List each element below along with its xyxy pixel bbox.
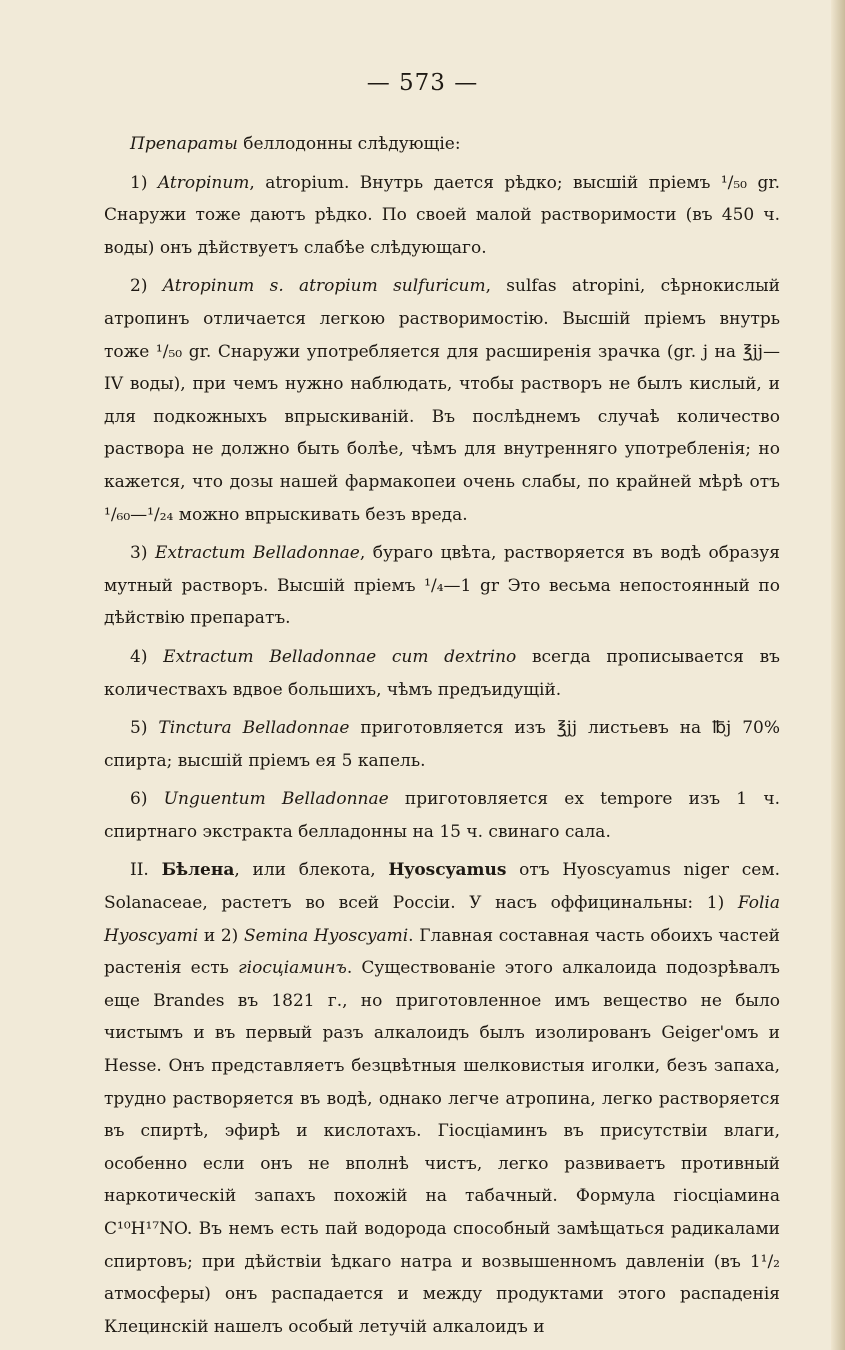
item-name: Extractum Belladonnae <box>154 543 360 564</box>
item-text: приготовляется изъ ℥jj листьевъ на ℔j 70% спирта; высшій пріемъ ея 5 капель. <box>104 718 781 771</box>
section-number: II. <box>130 860 162 881</box>
item-number: 3) <box>130 543 155 564</box>
item-4 <box>104 641 780 706</box>
hyoscyamine-term: гіосціаминъ <box>238 958 347 979</box>
item-name: Extractum Belladonnae cum dextrino <box>163 646 517 667</box>
section-title: Бѣлена <box>161 860 235 881</box>
page-body <box>104 128 780 1349</box>
item-text: , бураго цвѣта, растворяется въ водѣ образуя мутный растворъ. Высшій пріемъ ¹/₄—1 gr Это весьма непостоянный по дѣйствію препаратъ. <box>104 543 780 629</box>
intro-lead: Препараты <box>130 134 238 154</box>
folia-name: Folia Hyoscyami <box>104 893 780 946</box>
item-5 <box>104 712 780 777</box>
section-text: отъ Hyoscyamus niger сем. Solanaceae, растетъ во всей Россіи. У насъ оффицинальны: 1) <box>104 860 780 914</box>
item-2 <box>104 270 780 531</box>
page-number: — 573 — <box>366 70 479 96</box>
latin-name: Hyoscyamus <box>388 860 507 881</box>
item-name: Atropinum s. atropium sulfuricum <box>162 276 486 297</box>
section-text: . Главная составная часть обоихъ частей растенія есть <box>104 925 780 979</box>
item-name: Unguentum Belladonnae <box>163 789 389 810</box>
item-number: 5) <box>130 718 159 739</box>
item-3 <box>104 537 780 635</box>
section-text: и 2) <box>198 925 244 946</box>
item-text: , sulfas atropini, сѣрнокислый атропинъ отличается легкою растворимостію. Высшій пріемъ внутрь тоже ¹/₅₀ gr. Снаружи употребляется для расширенія зрачка (gr. j на ℥jj—IV воды), при чемъ нужно наблюдать, чтобы растворъ не былъ кислый, и для подкожныхъ впрыскиваній. Въ послѣднемъ случаѣ количество раствора не должно быть болѣе, чѣмъ для внутренняго употребленія; но кажется, что дозы нашей фармакопеи очень слабы, по крайней мѣрѣ отъ ¹/₆₀—¹/₂₄ можно впрыскивать безъ вреда. <box>104 276 780 525</box>
item-number: 6) <box>130 789 164 810</box>
page-spine-edge <box>831 0 845 1350</box>
item-text: , atropium. Внутрь дается рѣдко; высшій пріемъ ¹/₅₀ gr. Снаружи тоже даютъ рѣдко. По своей малой растворимости (въ 450 ч. воды) онъ дѣйствуетъ слабѣе слѣдующаго. <box>104 172 780 258</box>
item-name: Atropinum <box>157 172 250 193</box>
intro-paragraph <box>104 128 780 161</box>
section-text: , или блекота, <box>234 860 389 881</box>
item-number: 1) <box>130 172 158 193</box>
semina-name: Semina Hyoscyami <box>243 925 409 946</box>
item-number: 2) <box>130 276 163 297</box>
section-2-paragraph <box>104 854 780 1343</box>
item-name: Tinctura Belladonnae <box>158 718 350 739</box>
item-text: всегда прописывается въ количествахъ вдвое большихъ, чѣмъ предъидущій. <box>104 646 780 700</box>
item-number: 4) <box>130 646 164 667</box>
item-1 <box>104 167 780 265</box>
intro-rest: беллодонны слѣдующіе: <box>237 134 461 154</box>
section-text: . Существованіе этого алкалоида подозрѣвалъ еще Brandes въ 1821 г., но приготовленное имъ вещество не было чистымъ и въ первый разъ алкалоидъ былъ изолированъ Geiger'омъ и Hesse. Онъ представляетъ безцвѣтныя шелковистыя иголки, безъ запаха, трудно растворяется въ водѣ, однако легче атропина, легко растворяется въ спиртѣ, эфирѣ и кислотахъ. Гіосціаминъ въ присутствіи влаги, особенно если онъ не вполнѣ чистъ, легко развиваетъ противный наркотическій запахъ похожій на табачный. Формула гіосціамина C¹⁰H¹⁷NO. Въ немъ есть пай водорода способный замѣщаться радикалами спиртовъ; при дѣйствіи ѣдкаго натра и возвышенномъ давленіи (въ 1¹/₂ атмосферы) онъ распадается и между продуктами этого распаденія Клецинскій нашелъ особый летучій алкалоидъ и <box>104 958 780 1337</box>
item-text: приготовляется ex tempore изъ 1 ч. спиртнаго экстракта белладонны на 15 ч. свинаго сала. <box>104 789 780 842</box>
item-6 <box>104 783 780 848</box>
